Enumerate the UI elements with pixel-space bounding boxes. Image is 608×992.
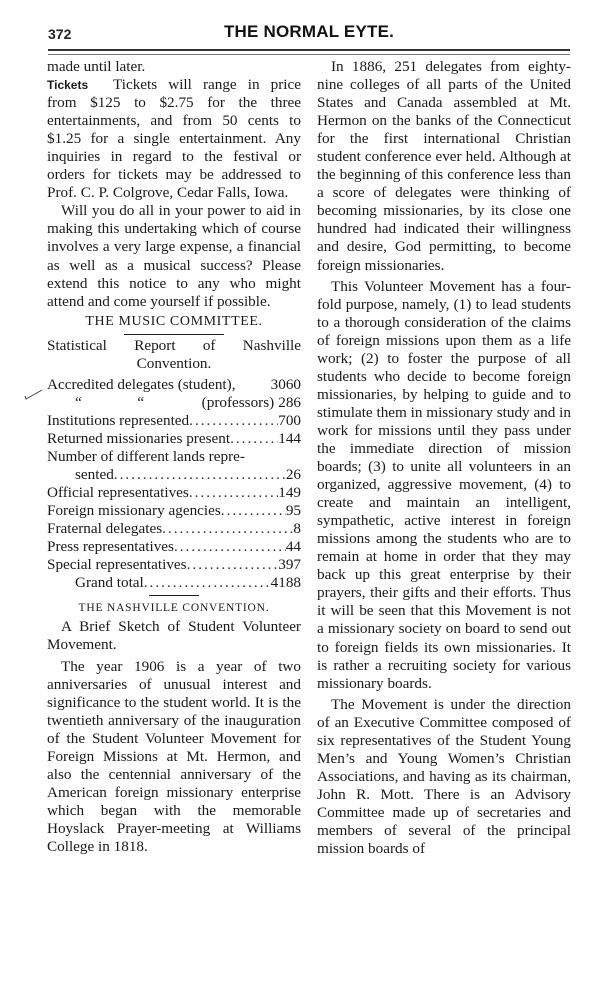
article-subtitle: A Brief Sketch of Student Volunteer Movement.	[47, 618, 301, 654]
page-number: 372	[48, 26, 72, 42]
signature: THE MUSIC COMMITTEE.	[85, 313, 263, 329]
stat-row-label-line: Number of different lands repre-	[47, 447, 245, 465]
stat-row: Fraternal delegates ..... 8	[47, 520, 301, 538]
stat-row: sented ..... 26	[47, 466, 301, 484]
report-subheading: Convention.	[136, 354, 212, 372]
stat-row: Special representatives ..... 397	[47, 556, 301, 574]
section-title: THE NASHVILLE CONVENTION.	[78, 602, 270, 615]
stat-row: Accredited delegates (student), 3060	[47, 375, 301, 393]
left-column	[47, 58, 301, 856]
article-paragraph: This Volunteer Movement has a four-fold purpose, namely, (1) to lead students to a thorough consideration of the claims of foreign missions upon them as a life work; (2) to foster the purpose of all students who decide to become foreign missionaries, by helping to guide and to stimulate them in missionary study and in work for missions until they pass under the immediate direction of mission boards; (3) to unite all volunteers in an organized, aggressive movement, (4) to create and maintain an intelligent, sympathetic, active interest in foreign missions among the students who are to remain at home in order that they may back up this great enterprise by their prayers, their gifts and their efforts. Thus it will be seen that this Movement is not a missionary society on board to send out to foreign fields its own missionaries. It is rather a recruiting society for various missionary boards.	[317, 277, 571, 692]
article-paragraph: The year 1906 is a year of two anniversaries of unusual interest and significance to the student world. It is the twentieth anniversary of the inauguration of the Student Volunteer Movement for Foreign Missions at Mt. Hermon, and also the centennial anniversary of the American foreign missionary enterprise which began with the memorable Hoyslack Prayer-meeting at Williams College in 1818.	[47, 657, 301, 855]
article-paragraph: The Movement is under the direction of an Executive Committee composed of six representatives of the Student Young Men’s and Young Women’s Christian Associations, and having as its chairman, John R. Mott. There is an Advisory Committee made up of secretaries and members of several of the principal mission boards of	[317, 695, 571, 858]
continuation-text: made until later.	[47, 58, 146, 75]
stat-row: Returned missionaries present ..... 144	[47, 430, 301, 448]
stat-row: “ “ (professors) 286	[75, 393, 301, 411]
divider	[124, 334, 224, 335]
statistical-report	[47, 337, 301, 593]
right-column	[317, 58, 571, 858]
stat-row-grand-total: Grand total ..... 4188	[47, 574, 301, 592]
appeal-paragraph: Will you do all in your power to aid in making this undertaking which of course involves a very large expense, a financial as well as a musical success? Please extend this notice to any who might attend and come yourself if possible.	[47, 202, 301, 310]
tickets-sidehead: Tickets	[47, 78, 89, 93]
tickets-text: Tickets will range in price from $125 to $2.75 for the three entertainments, and from 50 cents to $1.25 for a single entertainment. Any inquiries in regard to the festival or orders for tickets may be addressed to Prof. C. P. Colgrove, Cedar Falls, Iowa.	[47, 76, 301, 202]
stat-row: Foreign missionary agencies ..... 95	[47, 502, 301, 520]
running-title: THE NORMAL EYTE.	[223, 22, 395, 41]
stat-row: Official representatives ..... 149	[47, 484, 301, 502]
header-rule	[48, 49, 570, 55]
divider	[149, 595, 199, 596]
report-heading: Statistical Report of Nashville	[47, 336, 301, 354]
stat-row: Press representatives ..... 44	[47, 538, 301, 556]
article-paragraph: In 1886, 251 delegates from eighty-nine colleges of all parts of the United States and Canada assembled at Mt. Hermon on the banks of the Connecticut for the first international Christian student conference ever held. Although at the beginning of this conference less than a score of delegates were thinking of becoming missionaries, by its close one hundred had indicated their willingness and desire, God permitting, to become foreign missionaries.	[317, 58, 571, 274]
tickets-paragraph	[47, 76, 301, 202]
stat-row: Institutions represented ..... 700	[47, 412, 301, 430]
page-header	[48, 22, 570, 42]
pencil-check-mark-icon	[22, 388, 44, 402]
